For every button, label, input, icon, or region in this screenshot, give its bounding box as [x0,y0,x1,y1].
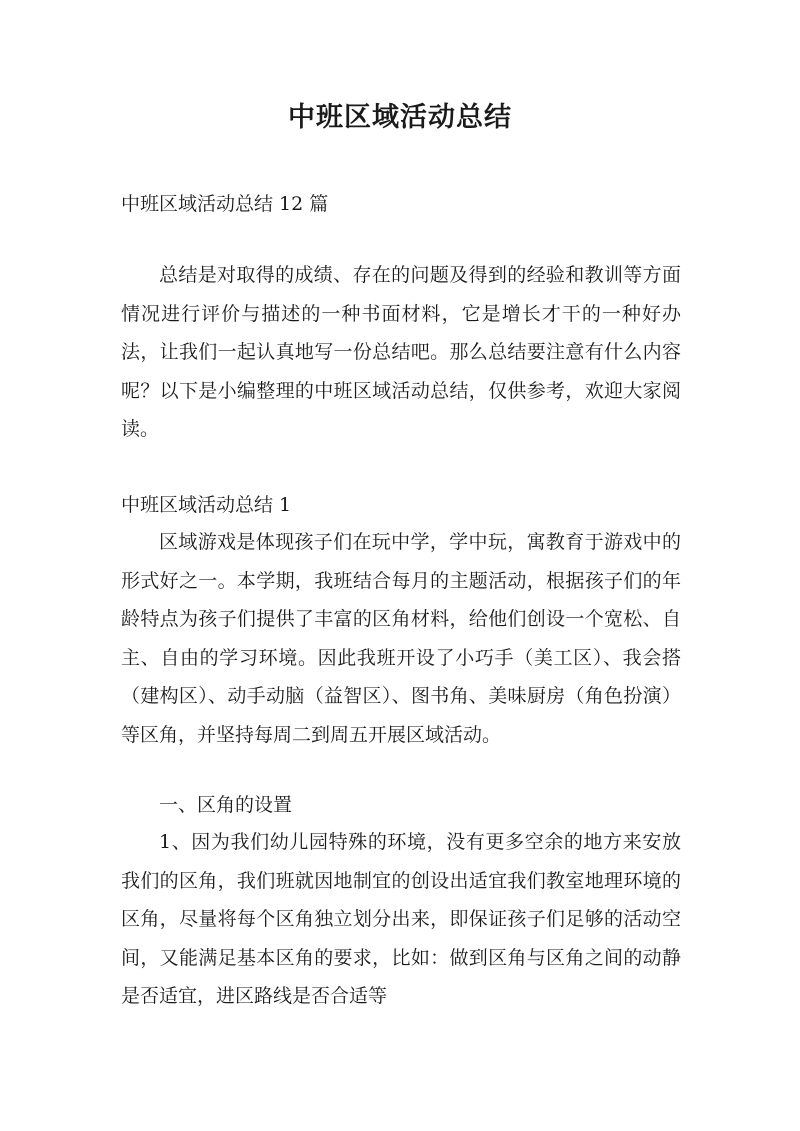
subsection-heading: 一、区角的设置 [159,794,293,816]
section-heading: 中班区域活动总结 1 [121,494,292,516]
document-subtitle: 中班区域活动总结 12 篇 [121,193,329,215]
section-paragraph: 区域游戏是体现孩子们在玩中学，学中玩，寓教育于游戏中的形式好之一。本学期，我班结合每月的主题活动，根据孩子们的年龄特点为孩子们提供了丰富的区角材料，给他们创设一个宽松、自主、自由的学习环境。因此我班开设了小巧手（美工区）、我会搭（建构区）、动手动脑（益智区）、图书角、美味厨房（角色扮演）等区角，并坚持每周二到周五开展区域活动。 [121,531,681,746]
item-paragraph: 1、因为我们幼儿园特殊的环境，没有更多空余的地方来安放我们的区角，我们班就因地制宜的创设出适宜我们教室地理环境的区角，尽量将每个区角独立划分出来，即保证孩子们足够的活动空间，又能满足基本区角的要求，比如：做到区角与区角之间的动静是否适宜，进区路线是否合适等 [121,831,681,1008]
document-title: 中班区域活动总结 [288,102,512,133]
intro-paragraph: 总结是对取得的成绩、存在的问题及得到的经验和教训等方面情况进行评价与描述的一种书面材料，它是增长才干的一种好办法，让我们一起认真地写一份总结吧。那么总结要注意有什么内容呢？以下是小编整理的中班区域活动总结，仅供参考，欢迎大家阅读。 [121,264,681,441]
